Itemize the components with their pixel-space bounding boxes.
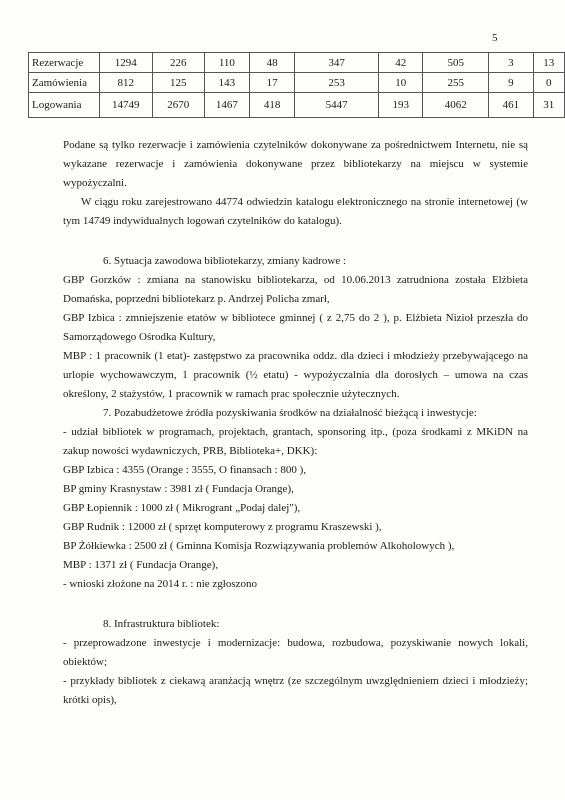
table-cell: 193 [378,93,422,118]
list-item: BP Żółkiewka : 2500 zł ( Gminna Komisja Rozwiązywania problemów Alkoholowych ), [63,540,455,552]
table-cell: 5447 [295,93,379,118]
table-row [29,93,565,118]
table-cell: 125 [152,73,204,93]
table-cell: 1294 [99,53,152,73]
table-cell: 17 [249,73,294,93]
table-row [29,73,565,93]
section-heading: 6. Sytuacja zawodowa bibliotekarzy, zmiany kadrowe : [103,255,347,267]
table-cell: 253 [295,73,379,93]
table-cell: 42 [378,53,422,73]
table-cell: 3 [489,53,533,73]
paragraph: GBP Izbica : zmniejszenie etatów w bibliotece gminnej ( z 2,75 do 2 ), p. Elżbieta Nizioł przeszła do Samorządowego Ośrodka Kultury, [63,312,528,343]
table-cell: 255 [423,73,489,93]
page-number: 5 [492,32,498,44]
paragraph: W ciągu roku zarejestrowano 44774 odwiedzin katalogu elektronicznego na stronie internetowej (w tym 14749 indywidualnych logowań czytelników do katalogu). [63,196,528,227]
statistics-table [28,52,565,118]
table-cell: 10 [378,73,422,93]
row-label: Zamówienia [29,73,100,93]
row-label: Logowania [29,93,100,118]
table-cell: 1467 [204,93,249,118]
table-cell: 812 [99,73,152,93]
table-cell: 9 [489,73,533,93]
section-heading: 7. Pozabudżetowe źródła pozyskiwania środków na działalność bieżącą i inwestycje: [103,407,477,419]
table-cell: 505 [423,53,489,73]
paragraph: MBP : 1 pracownik (1 etat)- zastępstwo za pracownika oddz. dla dzieci i młodzieży przebywającego na urlopie wychowawczym, 1 pracownik (½ etatu) - wypożyczalnia dla dorosłych – umowa na czas określony, 2 stażystów, 1 pracownik w ramach prac społecznie użytecznych. [63,350,528,400]
paragraph: GBP Gorzków : zmiana na stanowisku bibliotekarza, od 10.06.2013 zatrudniona została Elżbieta Domańska, poprzedni bibliotekarz p. Andrzej Policha zmarł, [63,274,528,305]
table-cell: 2670 [152,93,204,118]
list-item: GBP Rudnik : 12000 zł ( sprzęt komputerowy z programu Kraszewski ), [63,521,382,533]
table-cell: 143 [204,73,249,93]
table-cell: 0 [533,73,564,93]
table-cell: 226 [152,53,204,73]
list-item: - wnioski złożone na 2014 r. : nie zgłoszono [63,578,257,590]
table-cell: 461 [489,93,533,118]
paragraph: - przykłady bibliotek z ciekawą aranżacją wnętrz (ze szczególnym uwzględnieniem dzieci i młodzieży; krótki opis), [63,675,528,706]
list-item: GBP Izbica : 4355 (Orange : 3555, O finansach : 800 ), [63,464,307,476]
table-cell: 110 [204,53,249,73]
list-item: BP gminy Krasnystaw : 3981 zł ( Fundacja Orange), [63,483,294,495]
section-heading: 8. Infrastruktura bibliotek: [103,618,220,630]
paragraph: Podane są tylko rezerwacje i zamówienia czytelników dokonywane za pośrednictwem Internetu, nie są wykazane rezerwacje i zamówienia dokonywane przez bibliotekarzy na miejscu w systemie wypożyczalni. [63,139,528,189]
table-cell: 48 [249,53,294,73]
list-item: MBP : 1371 zł ( Fundacja Orange), [63,559,219,571]
table-cell: 31 [533,93,564,118]
table-cell: 13 [533,53,564,73]
paragraph: - udział bibliotek w programach, projektach, grantach, sponsoring itp., (poza środkami z MKiDN na zakup nowości wydawniczych, PRB, Biblioteka+, DKK): [63,426,528,457]
table-cell: 347 [295,53,379,73]
paragraph: - przeprowadzone inwestycje i modernizacje: budowa, rozbudowa, pozyskiwanie nowych lokali, obiektów; [63,637,528,668]
document-body [63,136,528,710]
list-item: GBP Łopiennik : 1000 zł ( Mikrogrant „Podaj dalej"), [63,502,301,514]
table-cell: 418 [249,93,294,118]
table-cell: 4062 [423,93,489,118]
table-cell: 14749 [99,93,152,118]
table-row [29,53,565,73]
row-label: Rezerwacje [29,53,100,73]
